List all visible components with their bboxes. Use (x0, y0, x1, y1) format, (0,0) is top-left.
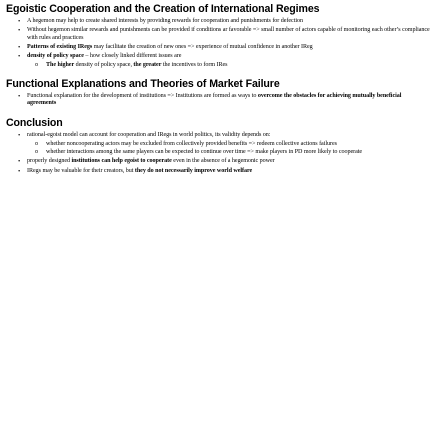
sub-bullet-icon: o (35, 140, 39, 147)
bullet-icon: • (18, 92, 21, 100)
sub-bullet-icon: o (35, 149, 39, 156)
sub-bullet-icon: o (35, 61, 39, 68)
bullet-item: • Functional explanation for the development of institutions => Institutions are formed as ways to overcome the obstacles for achieving mutually beneficial agreements (18, 92, 402, 107)
bullet-icon: • (18, 43, 21, 51)
bullet-list (6, 132, 431, 176)
bullet-item: • rational-egoist model can account for cooperation and IRegs in world politics, its validity depends on: (18, 131, 271, 139)
bullet-icon: • (18, 131, 21, 139)
bullet-item: • IRegs may be valuable for their creators, but they do not necessarily improve world welfare (18, 167, 253, 175)
sub-bullet-item: o The higher density of policy space, the greater the incentives to form IRes (35, 61, 228, 68)
bullet-icon: • (18, 53, 21, 61)
sub-bullet-item: o whether noncooperating actors may be excluded from collectively provided benefits => redeem collective actions failures (35, 140, 337, 147)
bullet-item: • Patterns of existing IRegs may facilitate the creation of new ones => experience of mutual confidence in another IReg (18, 43, 313, 51)
section-heading-egoistic-cooperation: Egoistic Cooperation and the Creation of International Regimes (6, 3, 320, 15)
bullet-icon: • (18, 167, 21, 175)
section-heading-functional-explanations: Functional Explanations and Theories of Market Failure (6, 77, 280, 90)
bullet-icon: • (18, 18, 21, 25)
section-heading-conclusion: Conclusion (6, 116, 63, 129)
sub-bullet-item: o whether interactions among the same players can be expected to continue over time => make players in PD more likely to cooperate (35, 149, 363, 156)
bullet-item: • A hegemon may help to create shared interests by providing rewards for cooperation and punishments for defection (18, 18, 303, 25)
bullet-icon: • (18, 27, 21, 35)
bullet-list (6, 93, 431, 108)
bullet-item: • Without hegemon similar rewards and punishments can be provided if conditions ar favorable => small number of actors capable of monitoring each other’s compliance with rules and practices (18, 27, 430, 41)
bullet-list (6, 18, 431, 70)
bullet-item: • properly designed institutions can help egoist to cooperate even in the absence of a hegemonic power (18, 158, 275, 166)
bullet-icon: • (18, 158, 21, 166)
bullet-item: • density of policy space – how closely linked different issues are (18, 53, 182, 61)
